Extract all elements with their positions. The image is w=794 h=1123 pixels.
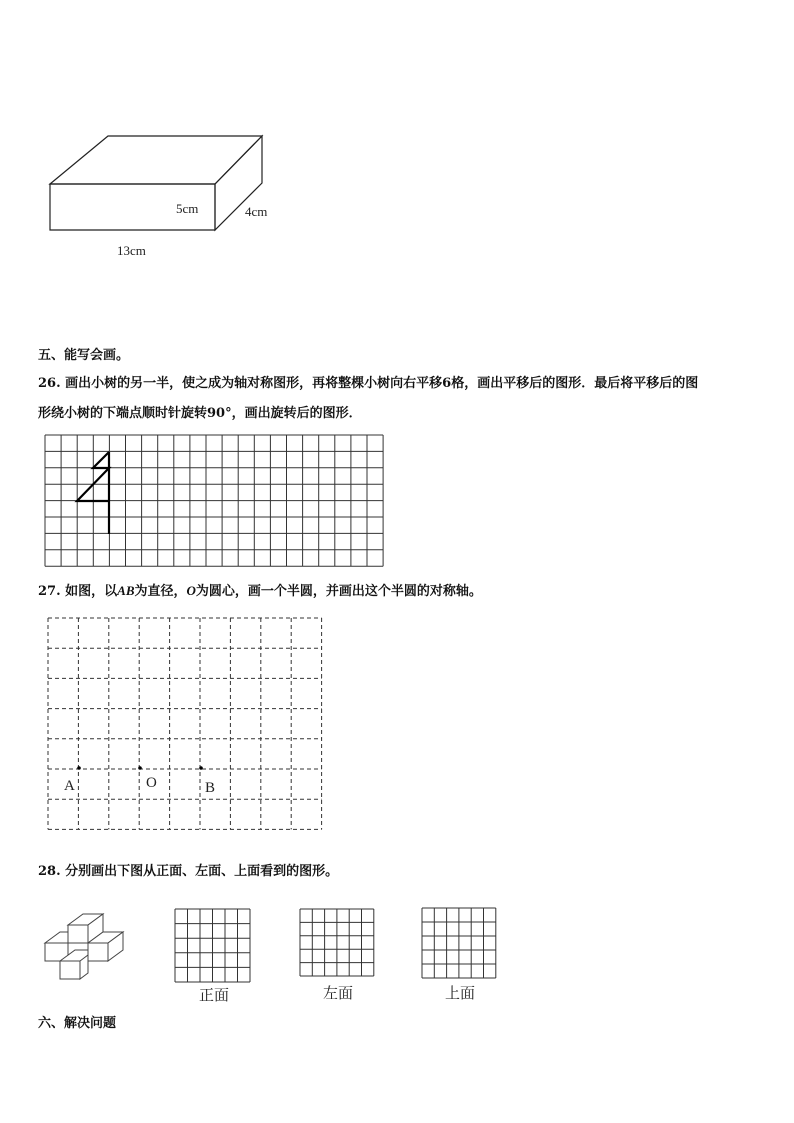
left-view-label: 左面 (323, 984, 354, 1002)
length-label: 13cm (117, 243, 146, 258)
q26-number: 26. (38, 376, 61, 391)
top-view-label: 上面 (445, 984, 476, 1002)
q27-text-prefix: 如图，以 (65, 584, 118, 599)
point-b-label: B (205, 780, 216, 796)
point-a-label: A (64, 778, 75, 794)
q26-line2: 形绕小树的下端点顺时针旋转90°，画出旋转后的图形． (38, 406, 362, 421)
q26-text-line1: 画出小树的另一半，使之成为轴对称图形，再将整棵小树向右平移6格，画出平移后的图形．最后将平移后的图 (65, 376, 699, 391)
depth-label: 4cm (245, 204, 268, 219)
height-label: 5cm (176, 201, 199, 216)
front-view-label: 正面 (199, 986, 230, 1004)
q27-text-mid1: 为直径， (134, 584, 187, 599)
section5-heading: 五、能写会画。 (38, 348, 130, 363)
q28-text: 分别画出下图从正面、左面、上面看到的图形。 (65, 864, 339, 879)
q27-o: O (186, 583, 196, 598)
q27-number: 27. (38, 584, 61, 599)
section6-heading: 六、解决问题 (38, 1016, 117, 1031)
q27-text-mid2: 为圆心，画一个半圆，并画出这个半圆的对称轴。 (195, 584, 482, 599)
q27-ab: AB (117, 583, 135, 598)
cube-stack-drawing (45, 914, 123, 979)
point-o-label: O (146, 775, 157, 791)
q28-number: 28. (38, 864, 61, 879)
